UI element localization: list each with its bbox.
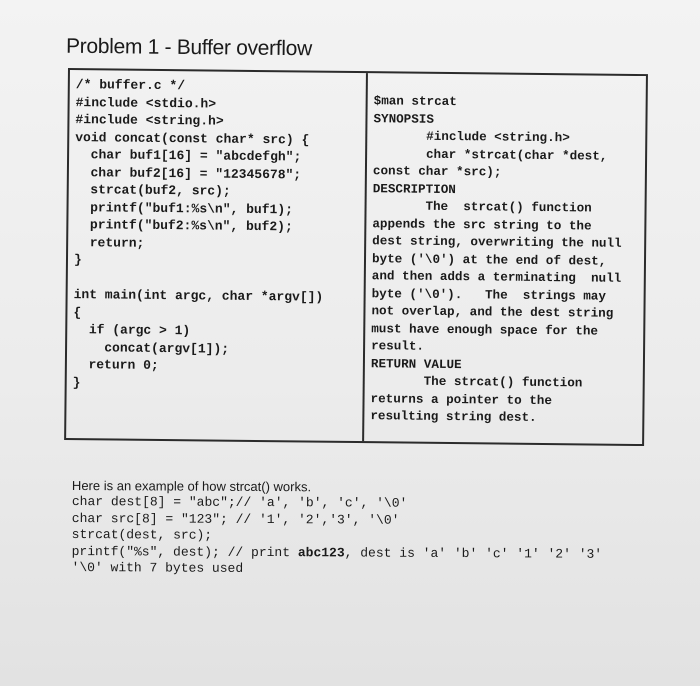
- code-line: }: [72, 374, 81, 390]
- man-line: $man strcat: [373, 94, 457, 110]
- code-line: void concat(const char* src) {: [75, 129, 310, 148]
- man-line: DESCRIPTION: [372, 181, 456, 197]
- code-line: concat(argv[1]);: [72, 339, 230, 357]
- man-line: char *strcat(char *dest,: [373, 146, 608, 164]
- strcat-example: [71, 478, 672, 580]
- column-divider: [362, 73, 368, 441]
- man-line: dest string, overwriting the null: [372, 234, 622, 251]
- man-line: byte ('\0'). The strings may: [371, 286, 607, 304]
- code-line: }: [73, 252, 82, 268]
- man-line: returns a pointer to the: [370, 391, 553, 408]
- code-line: {: [73, 304, 82, 320]
- code-listing: [73, 76, 362, 394]
- code-line: int main(int argc, char *argv[]): [73, 287, 324, 305]
- example-code: [71, 494, 671, 580]
- code-line: printf("buf1:%s\n", buf1);: [74, 199, 294, 217]
- code-line: /* buffer.c */: [75, 77, 186, 94]
- code-line: return;: [74, 234, 145, 251]
- man-line: resulting string dest.: [370, 409, 537, 425]
- example-line: strcat(dest, src);: [71, 526, 213, 543]
- man-line: The strcat() function: [372, 199, 592, 216]
- man-line: and then adds a terminating null: [371, 269, 622, 286]
- code-line: if (argc > 1): [73, 322, 191, 339]
- example-line: , dest is 'a' 'b' 'c' '1' '2' '3': [344, 544, 603, 562]
- man-line: appends the src string to the: [372, 216, 592, 233]
- man-line: must have enough space for the: [371, 321, 599, 339]
- example-intro: Here is an example of how strcat() works.: [71, 478, 312, 495]
- man-line: #include <string.h>: [373, 129, 570, 146]
- code-line: #include <string.h>: [75, 112, 224, 129]
- man-page-excerpt: [370, 93, 643, 428]
- code-line: char buf1[16] = "abcdefgh";: [75, 147, 302, 165]
- example-line: printf("%s", dest); // print: [71, 543, 298, 560]
- example-output: abc123: [297, 544, 345, 560]
- page-title: Problem 1 - Buffer overflow: [65, 34, 313, 61]
- man-line: byte ('\0') at the end of dest,: [371, 251, 607, 269]
- code-line: printf("buf2:%s\n", buf2);: [74, 217, 293, 235]
- code-line: #include <stdio.h>: [75, 94, 217, 112]
- content-box: [64, 68, 648, 446]
- man-line: SYNOPSIS: [373, 111, 435, 127]
- code-line: strcat(buf2, src);: [74, 182, 231, 199]
- code-line: char buf2[16] = "12345678";: [74, 164, 302, 182]
- example-line: '\0' with 7 bytes used: [71, 559, 244, 576]
- man-line: RETURN VALUE: [370, 356, 462, 372]
- example-line: char dest[8] = "abc";// 'a', 'b', 'c', '\0': [71, 493, 408, 511]
- man-line: not overlap, and the dest string: [371, 304, 614, 321]
- code-line: return 0;: [72, 357, 159, 373]
- example-line: char src[8] = "123"; // '1', '2','3', '\0': [71, 510, 400, 528]
- man-line: The strcat() function: [370, 374, 583, 391]
- man-line: const char *src);: [372, 164, 502, 180]
- man-line: result.: [371, 339, 425, 354]
